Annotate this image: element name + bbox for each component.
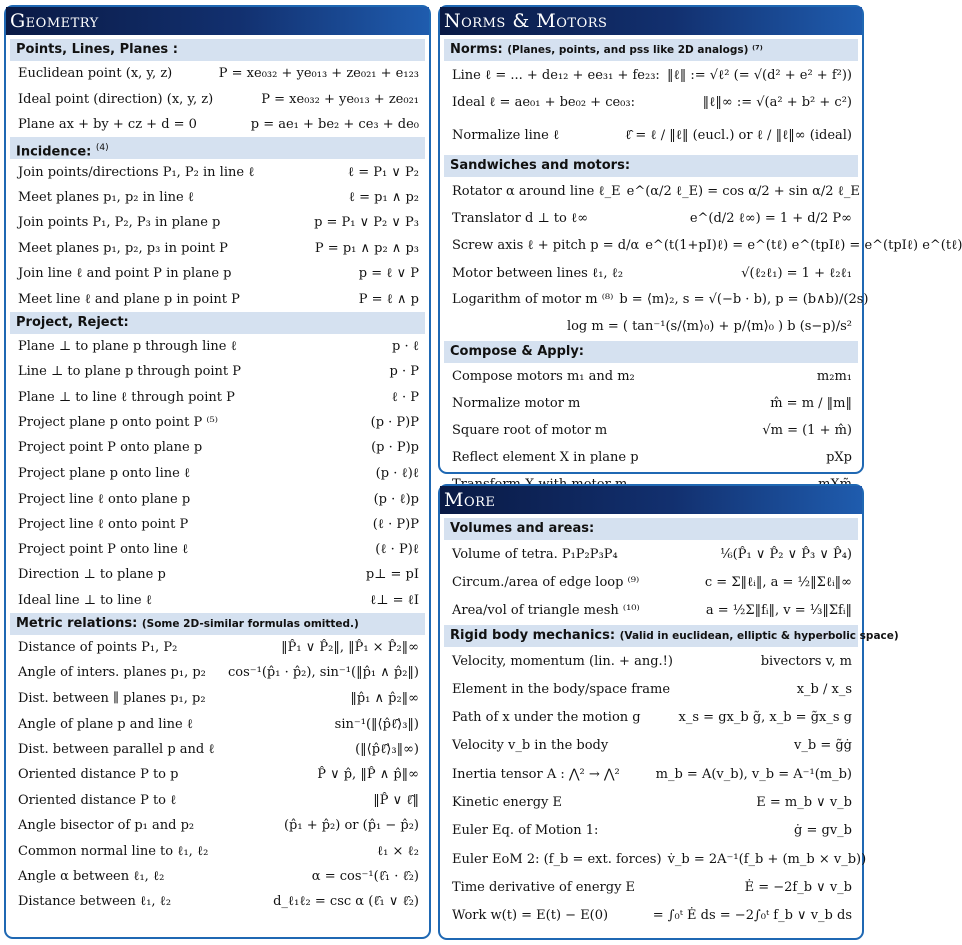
row-formula: E = m_b ∨ v_b	[756, 795, 852, 811]
geometry-panel	[4, 5, 431, 939]
row-formula: P = p₁ ∧ p₂ ∧ p₃	[314, 240, 419, 256]
section-title: Incidence:	[16, 144, 92, 160]
row-label: Volume of tetra. P₁P₂P₃P₄	[452, 546, 618, 562]
row-label: Circum./area of edge loop ⁽⁹⁾	[452, 574, 640, 590]
row-formula: (‖⟨p̂ℓ̂⟩₃‖∞)	[355, 742, 419, 758]
formula-row	[10, 384, 425, 409]
row-formula: m̂ = m / ‖m‖	[770, 395, 852, 411]
row-formula: ‖P̂₁ ∨ P̂₂‖, ‖P̂₁ × P̂₂‖∞	[281, 640, 419, 655]
row-formula: a = ½Σ‖fᵢ‖, v = ⅓‖Σfᵢ‖	[705, 603, 852, 619]
row-formula: (ℓ · P)P	[372, 516, 419, 532]
section-sandwiches-motors	[444, 155, 858, 177]
section-title: Volumes and areas:	[450, 521, 595, 536]
row-label: Work w(t) = E(t) − E(0)	[452, 908, 609, 924]
formula-row	[444, 873, 858, 901]
row-formula: m_b = A(v_b), v_b = A⁻¹(m_b)	[655, 766, 852, 782]
section-title: Norms:	[450, 42, 503, 57]
row-label: Normalize motor m	[452, 395, 581, 411]
more-title: More	[440, 486, 862, 514]
formula-row	[444, 88, 858, 115]
row-label: Area/vol of triangle mesh ⁽¹⁰⁾	[452, 603, 640, 619]
row-label: Plane ax + by + cz + d = 0	[18, 116, 197, 132]
row-formula: x_b / x_s	[796, 681, 852, 697]
row-label: Compose motors m₁ and m₂	[452, 368, 635, 384]
row-formula: ⅙(P̂₁ ∨ P̂₂ ∨ P̂₃ ∨ P̂₄)	[720, 546, 852, 562]
row-formula: v_b = g̃ġ	[794, 738, 852, 754]
row-label: Direction ⊥ to plane p	[18, 567, 166, 583]
row-formula: p · P	[389, 364, 419, 380]
row-label: Project plane p onto line ℓ	[18, 466, 191, 482]
norms-motors-panel	[438, 5, 962, 474]
row-label: Oriented distance P to p	[18, 766, 179, 782]
row-formula: p = ℓ ∨ P	[358, 266, 419, 282]
section-norms	[444, 39, 858, 61]
row-label: Meet line ℓ and plane p in point P	[18, 291, 240, 307]
row-label: Angle of plane p and line ℓ	[18, 716, 194, 732]
row-label: Plane ⊥ to plane p through line ℓ	[18, 339, 237, 355]
section-volumes-areas	[444, 518, 858, 540]
row-formula: pXp	[826, 450, 852, 466]
row-label: Distance of points P₁, P₂	[18, 640, 178, 655]
formula-row	[10, 486, 425, 511]
formula-row	[10, 210, 425, 235]
row-label: Kinetic energy E	[452, 795, 562, 811]
row-formula: ℓ̂ = ℓ / ‖ℓ‖ (eucl.) or ℓ / ‖ℓ‖∞ (ideal)	[625, 128, 852, 144]
row-formula: (p · P)P	[370, 414, 419, 430]
row-label: Element in the body/space frame	[452, 681, 671, 697]
row-label: Rotator α around line ℓ_E	[452, 183, 621, 199]
formula-row	[10, 562, 425, 587]
row-label: Project point P onto plane p	[18, 440, 203, 456]
row-formula: m₂m₁	[816, 368, 852, 384]
formula-row	[10, 736, 425, 761]
row-label: Project line ℓ onto plane p	[18, 491, 191, 507]
row-label: Ideal ℓ = ae₀₁ + be₀₂ + ce₀₃:	[452, 94, 635, 110]
row-label: Dist. between ∥ planes p₁, p₂	[18, 690, 206, 706]
row-formula: b = ⟨m⟩₂, s = √(−b · b), p = (b∧b)/(2s)	[619, 292, 869, 308]
row-formula: (ℓ · P)ℓ	[375, 542, 419, 558]
formula-row	[444, 597, 858, 625]
row-formula: x_s = gx_b g̃, x_b = g̃x_s g	[678, 710, 852, 726]
row-formula: e^(d/2 ℓ∞) = 1 + d/2 P∞	[689, 211, 852, 227]
row-label: Translator d ⊥ to ℓ∞	[452, 211, 589, 227]
row-formula: sin⁻¹(‖⟨p̂ℓ̂⟩₃‖)	[334, 716, 419, 732]
row-formula: c = Σ‖ℓᵢ‖, a = ½‖Σℓᵢ‖∞	[704, 575, 852, 591]
row-formula: ℓ₁ × ℓ₂	[376, 843, 419, 859]
row-formula: ‖P̂ ∨ ℓ̂‖	[373, 792, 419, 808]
formula-row	[10, 112, 425, 137]
formula-row	[10, 286, 425, 311]
formula-row	[444, 568, 858, 596]
formula-row	[444, 286, 869, 313]
row-label: Velocity, momentum (lin. + ang.!)	[452, 653, 673, 669]
row-label: Angle of inters. planes p₁, p₂	[18, 665, 206, 681]
section-title: Points, Lines, Planes :	[16, 42, 178, 57]
formula-row	[10, 686, 425, 711]
row-label: Dist. between parallel p and ℓ	[18, 742, 215, 758]
row-formula: p = P₁ ∨ P₂ ∨ P₃	[314, 215, 419, 231]
formula-row	[444, 363, 858, 390]
row-formula: ℓ = p₁ ∧ p₂	[348, 190, 419, 206]
row-formula: ġ = gv_b	[794, 823, 852, 839]
row-formula: ‖p̂₁ ∧ p̂₂‖∞	[350, 690, 419, 706]
formula-row	[10, 838, 425, 863]
row-label: Ideal point (direction) (x, y, z)	[18, 91, 214, 107]
row-formula: √m = (1 + m̂)	[762, 422, 852, 438]
formula-row	[10, 787, 425, 812]
formula-row	[10, 711, 425, 736]
formula-row	[444, 61, 858, 88]
row-label: Angle α between ℓ₁, ℓ₂	[18, 869, 165, 885]
row-formula: P = xe₀₃₂ + ye₀₁₃ + ze₀₂₁ + e₁₂₃	[218, 66, 419, 82]
formula-row	[444, 313, 858, 340]
norms-motors-body	[440, 35, 962, 498]
more-body	[440, 514, 899, 930]
formula-row	[10, 261, 425, 286]
row-label: Euler EoM 2: (f_b = ext. forces)	[452, 851, 662, 867]
section-incidence	[10, 137, 425, 159]
row-formula: v̇_b = 2A⁻¹(f_b + (m_b × v_b))	[667, 851, 867, 867]
section-title: Rigid body mechanics:	[450, 627, 616, 643]
row-formula: e^(t(1+pI)ℓ) = e^(tℓ) e^(tpIℓ) = e^(tpIℓ) e^(tℓ)	[645, 238, 962, 254]
formula-row	[444, 703, 858, 731]
formula-row	[10, 511, 425, 536]
formula-row	[444, 115, 858, 155]
formula-row	[444, 205, 858, 232]
formula-row	[10, 889, 425, 914]
formula-row	[10, 185, 425, 210]
formula-row	[10, 660, 425, 685]
section-note: (4)	[95, 143, 109, 154]
formula-row	[444, 845, 867, 873]
row-formula: ℓ = P₁ ∨ P₂	[347, 164, 419, 180]
formula-row	[10, 635, 425, 660]
formula-row	[444, 390, 858, 417]
row-label: Project point P onto line ℓ	[18, 542, 189, 558]
row-formula: P = ℓ ∧ p	[358, 291, 419, 307]
formula-row	[444, 232, 962, 259]
section-title: Metric relations:	[16, 615, 138, 631]
row-formula: ℓ⊥ = ℓI	[370, 593, 419, 609]
row-formula: = ∫₀ᵗ Ė ds = −2∫₀ᵗ f_b ∨ v_b ds	[652, 908, 852, 924]
section-project-reject	[10, 312, 425, 334]
row-label: Distance between ℓ₁, ℓ₂	[18, 894, 172, 910]
row-formula: √(ℓ₂ℓ₁) = 1 + ℓ₂ℓ₁	[741, 265, 852, 281]
formula-row	[10, 537, 425, 562]
formula-row	[444, 760, 858, 788]
row-label: Meet planes p₁, p₂, p₃ in point P	[18, 240, 228, 256]
row-label: Join points/directions P₁, P₂ in line ℓ	[18, 164, 255, 180]
row-formula: (p · ℓ)p	[373, 491, 419, 507]
row-label: Common normal line to ℓ₁, ℓ₂	[18, 843, 209, 859]
row-formula: log m = ( tan⁻¹(s/⟨m⟩₀) + p/⟨m⟩₀ ) b (s−p)/s²	[566, 319, 852, 335]
row-label: Time derivative of energy E	[452, 879, 636, 895]
formula-row	[10, 813, 425, 838]
row-formula: bivectors v, m	[760, 653, 852, 669]
row-label: Join points P₁, P₂, P₃ in plane p	[18, 215, 221, 231]
section-title: Project, Reject:	[16, 314, 129, 330]
row-label: Motor between lines ℓ₁, ℓ₂	[452, 265, 624, 281]
row-label: Square root of motor m	[452, 422, 608, 438]
row-label: Line ℓ = ... + de₁₂ + ee₃₁ + fe₂₃:	[452, 67, 660, 83]
row-label: Oriented distance P to ℓ	[18, 792, 177, 808]
formula-row	[10, 863, 425, 888]
row-label: Euclidean point (x, y, z)	[18, 66, 173, 82]
row-formula: Ė = −2f_b ∨ v_b	[744, 879, 852, 895]
row-label: Angle bisector of p₁ and p₂	[18, 817, 195, 833]
geometry-body	[6, 35, 429, 914]
formula-row	[444, 259, 858, 286]
formula-row	[10, 435, 425, 460]
row-label: Ideal line ⊥ to line ℓ	[18, 593, 152, 609]
row-formula: (p · ℓ)ℓ	[375, 466, 419, 482]
section-points-lines-planes	[10, 39, 425, 61]
row-label: Velocity v_b in the body	[452, 738, 609, 754]
formula-row	[444, 732, 858, 760]
section-note: (Planes, points, and pss like 2D analogs) ⁽⁷⁾	[507, 44, 763, 56]
section-metric-relations	[10, 613, 425, 635]
row-formula: p = ae₁ + be₂ + ce₃ + de₀	[250, 116, 419, 132]
row-label: Project plane p onto point P ⁽⁵⁾	[18, 414, 218, 430]
section-rigid-body-mechanics	[444, 625, 899, 647]
row-formula: p · ℓ	[392, 339, 419, 355]
row-formula: ‖ℓ‖ := √ℓ² (= √(d² + e² + f²))	[667, 67, 852, 83]
row-label: Inertia tensor A : ⋀² → ⋀²	[452, 766, 620, 782]
formula-row	[10, 86, 425, 111]
formula-row	[10, 334, 425, 359]
formula-row	[444, 417, 858, 444]
formula-row	[10, 61, 425, 86]
more-panel	[438, 484, 899, 940]
row-formula: p⊥ = pI	[365, 567, 419, 583]
row-formula: α = cos⁻¹(ℓ̂₁ · ℓ̂₂)	[311, 869, 419, 885]
row-label: Meet planes p₁, p₂ in line ℓ	[18, 190, 195, 206]
row-label: Logarithm of motor m ⁽⁸⁾	[452, 292, 614, 308]
formula-row	[10, 587, 425, 612]
formula-row	[10, 460, 425, 485]
formula-row	[444, 444, 858, 471]
formula-row	[444, 902, 858, 930]
row-label: Line ⊥ to plane p through point P	[18, 364, 242, 380]
row-label: Plane ⊥ to line ℓ through point P	[18, 389, 235, 405]
section-compose-apply	[444, 341, 858, 363]
row-formula: (p · P)p	[371, 440, 419, 456]
section-title: Compose & Apply:	[450, 343, 584, 359]
row-formula: e^(α/2 ℓ_E) = cos α/2 + sin α/2 ℓ_E	[626, 183, 860, 199]
formula-row	[444, 540, 858, 568]
row-label: Normalize line ℓ	[452, 128, 560, 144]
formula-row	[10, 410, 425, 435]
row-formula: (p̂₁ + p̂₂) or (p̂₁ − p̂₂)	[283, 817, 419, 833]
formula-row	[10, 235, 425, 260]
row-formula: d_ℓ₁ℓ₂ = csc α (ℓ̂₁ ∨ ℓ̂₂)	[273, 894, 419, 910]
row-formula: cos⁻¹(p̂₁ · p̂₂), sin⁻¹(‖p̂₁ ∧ p̂₂‖)	[228, 665, 419, 681]
row-label: Euler Eq. of Motion 1:	[452, 823, 599, 839]
formula-row	[10, 159, 425, 184]
row-label: Path of x under the motion g	[452, 710, 641, 726]
formula-row	[444, 788, 858, 816]
formula-row	[10, 359, 425, 384]
row-label: Reflect element X in plane p	[452, 450, 639, 466]
formula-row	[444, 177, 858, 204]
formula-row	[444, 817, 858, 845]
row-label: Join line ℓ and point P in plane p	[18, 266, 232, 282]
norms-motors-title: Norms & Motors	[440, 7, 862, 35]
section-note: (Some 2D-similar formulas omitted.)	[141, 617, 359, 630]
section-title: Sandwiches and motors:	[450, 158, 631, 174]
section-note: (Valid in euclidean, elliptic & hyperbolic space)	[619, 629, 899, 642]
row-formula: ‖ℓ‖∞ := √(a² + b² + c²)	[702, 94, 852, 110]
row-label: Screw axis ℓ + pitch p = d/α	[452, 238, 640, 254]
formula-row	[444, 647, 858, 675]
row-formula: ℓ · P	[391, 389, 419, 405]
row-label: Project line ℓ onto point P	[18, 516, 189, 532]
geometry-title: Geometry	[6, 7, 429, 35]
formula-row	[10, 762, 425, 787]
row-formula: P̂ ∨ p̂, ‖P̂ ∧ p̂‖∞	[317, 766, 419, 782]
row-formula: P = xe₀₃₂ + ye₀₁₃ + ze₀₂₁	[261, 91, 419, 107]
formula-row	[444, 675, 858, 703]
